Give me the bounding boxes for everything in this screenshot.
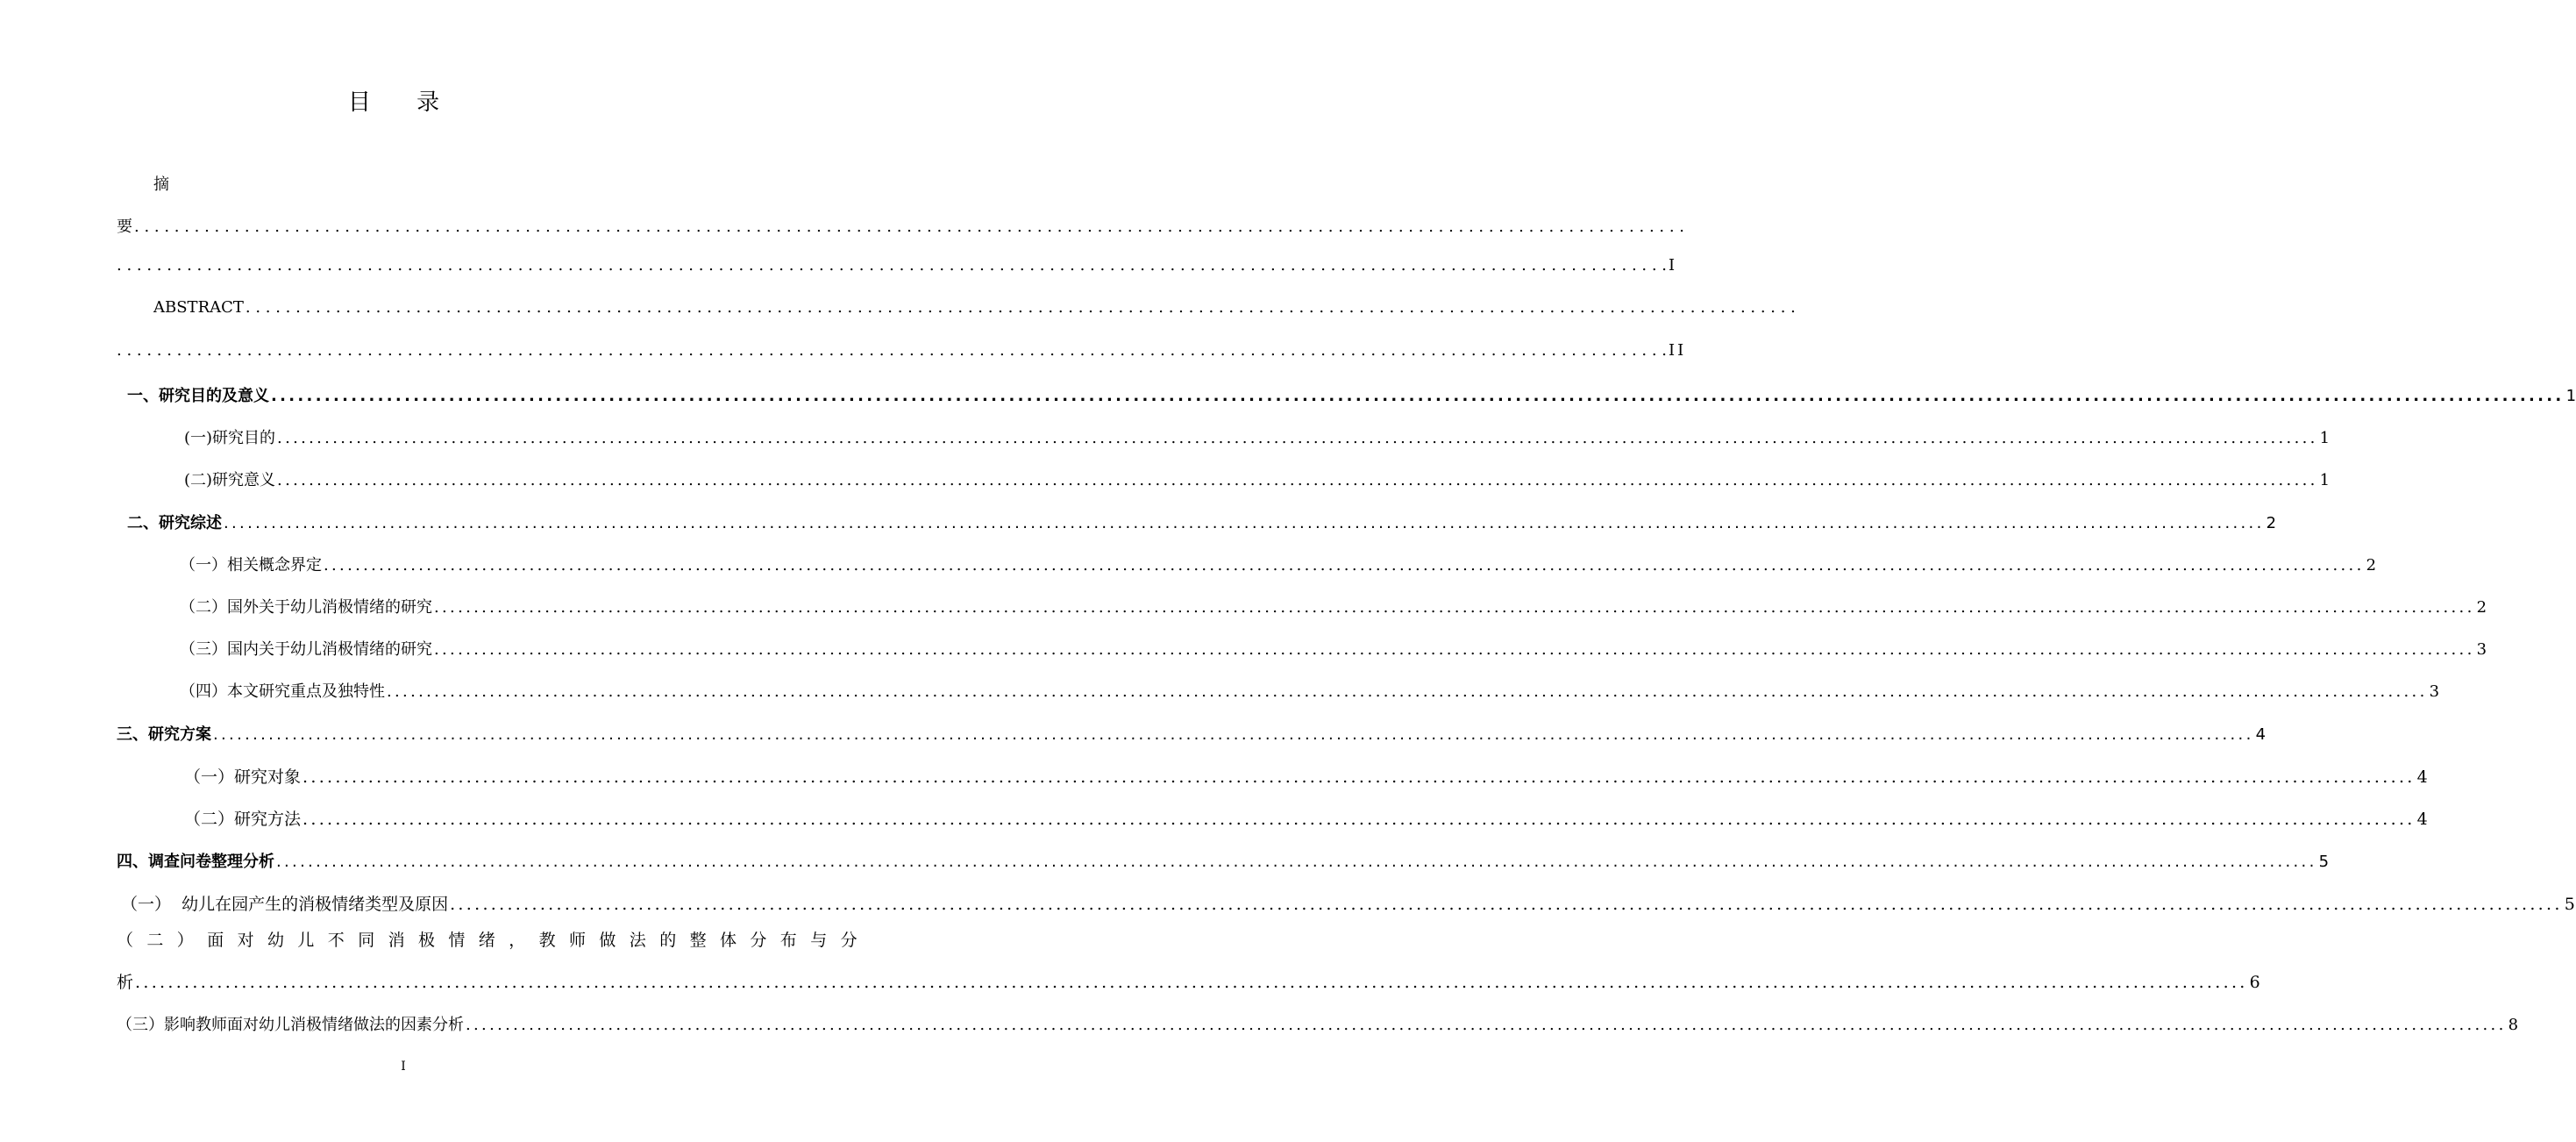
- dot-leader: [117, 256, 1667, 275]
- toc-label: (一)研究目的: [184, 429, 276, 447]
- toc-label: 四、调查问卷整理分析: [117, 853, 274, 871]
- toc-entry-sec1[interactable]: [127, 383, 2576, 406]
- dot-leader: [224, 514, 2265, 532]
- toc-entry-sec4-1[interactable]: [121, 891, 2575, 915]
- toc-entry-abstract-en-line1: [153, 298, 741, 317]
- toc-entry-sec2-3[interactable]: [180, 637, 2487, 660]
- toc-entry-sec2-4[interactable]: [180, 679, 2440, 702]
- toc-page-number: 4: [2416, 810, 2428, 829]
- toc-page-number: 3: [2476, 640, 2487, 659]
- toc-page-number: 2: [2476, 598, 2487, 617]
- dot-leader: [434, 640, 2475, 659]
- toc-label: 析: [117, 973, 134, 992]
- toc-entry-sec2-1[interactable]: [180, 553, 2377, 575]
- toc-entry-abstract-cn-line2: [117, 214, 741, 237]
- toc-page-number: 2: [2366, 556, 2377, 575]
- toc-label: （三）国内关于幼儿消极情绪的研究: [180, 640, 432, 659]
- toc-label: 三、研究方案: [117, 725, 211, 744]
- dot-leader: [450, 895, 2563, 914]
- toc-label: （二）研究方法: [184, 810, 302, 829]
- toc-entry-sec4[interactable]: [117, 849, 2330, 872]
- dot-leader: [213, 725, 2254, 744]
- toc-label: 要: [117, 218, 132, 236]
- toc-label: （一）研究对象: [184, 767, 302, 787]
- toc-page-number: 2: [2266, 514, 2277, 532]
- toc-page-number: 4: [2255, 725, 2266, 744]
- dot-leader: [117, 341, 1667, 360]
- dot-leader: [434, 598, 2475, 617]
- toc-entry-sec3-2[interactable]: [184, 806, 2428, 830]
- toc-page-number: 6: [2249, 973, 2260, 992]
- toc-label: （二）国外关于幼儿消极情绪的研究: [180, 598, 432, 617]
- dot-leader: [271, 387, 2565, 405]
- toc-page-number: 4: [2416, 767, 2428, 787]
- toc-entry-sec2-2[interactable]: [180, 595, 2487, 617]
- toc-label: （三）影响教师面对幼儿消极情绪做法的因素分析: [117, 1016, 464, 1034]
- dot-leader: [135, 973, 2248, 992]
- toc-page-number: 8: [2508, 1016, 2519, 1034]
- toc-entry-sec3-1[interactable]: [184, 764, 2428, 788]
- toc-entry-abstract-cn-line1: [153, 172, 169, 195]
- toc-entry-sec4-2-line1[interactable]: [117, 927, 872, 951]
- dot-leader: [134, 218, 1684, 236]
- dot-leader: [277, 471, 2318, 489]
- dot-leader: [466, 1016, 2507, 1034]
- page-number-footer: I: [401, 1060, 406, 1074]
- toc-entry-sec2[interactable]: [127, 510, 2277, 533]
- toc-entry-sec4-2-line2[interactable]: [117, 969, 2260, 993]
- toc-page-number: 1: [2319, 429, 2330, 447]
- toc-page-number: 3: [2429, 682, 2440, 701]
- dot-leader: [277, 429, 2318, 447]
- toc-label: 一、研究目的及意义: [127, 387, 269, 405]
- toc-entry-abstract-cn-line3: [117, 256, 1678, 275]
- toc-entry-sec4-3[interactable]: [117, 1012, 2519, 1035]
- toc-label: (二)研究意义: [184, 471, 276, 489]
- toc-label: （二）面对幼儿不同消极情绪，教师做法的整体分布与分: [117, 931, 872, 950]
- page-title: 目 录: [347, 89, 459, 116]
- toc-page-number: 1: [2565, 387, 2576, 405]
- toc-label: 二、研究综述: [127, 514, 222, 532]
- dot-leader: [246, 298, 1796, 317]
- toc-label: （一）相关概念界定: [180, 556, 322, 575]
- dot-leader: [302, 767, 2416, 787]
- toc-label: （四）本文研究重点及独特性: [180, 682, 385, 701]
- toc-page-number: 5: [2564, 895, 2575, 914]
- dot-leader: [387, 682, 2428, 701]
- toc-page-number: II: [1669, 341, 1687, 360]
- toc-page-number: 1: [2319, 471, 2330, 489]
- toc-entry-abstract-en-line2: [117, 341, 1687, 360]
- toc-label: 摘: [153, 175, 169, 194]
- toc-page-number: I: [1669, 256, 1678, 275]
- toc-label: ABSTRACT: [153, 298, 244, 317]
- toc-label: （一） 幼儿在园产生的消极情绪类型及原因: [121, 895, 449, 914]
- dot-leader: [324, 556, 2365, 575]
- toc-entry-sec1-1[interactable]: [184, 425, 2330, 448]
- toc-entry-sec3[interactable]: [117, 722, 2266, 745]
- dot-leader: [302, 810, 2416, 829]
- toc-entry-sec1-2[interactable]: [184, 468, 2330, 490]
- toc-page-number: 5: [2318, 853, 2330, 871]
- dot-leader: [276, 853, 2317, 871]
